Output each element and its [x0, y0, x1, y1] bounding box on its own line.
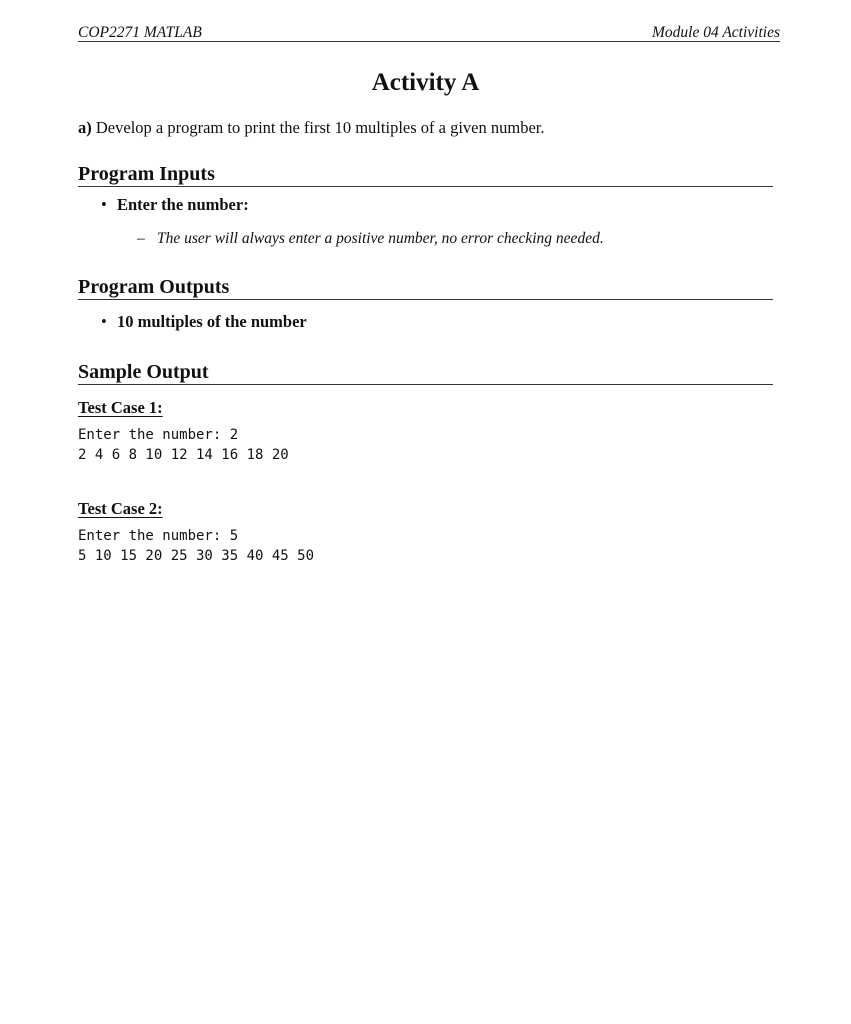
task-text: Develop a program to print the first 10 multiples of a given number.	[95, 118, 545, 137]
section-heading-sample: Sample Output	[78, 361, 773, 385]
outputs-bullet-text: 10 multiples of the number	[117, 312, 307, 331]
test-case-label: Test Case 2:	[78, 499, 163, 518]
page-title: Activity A	[371, 69, 480, 96]
section-heading-inputs: Program Inputs	[78, 163, 773, 187]
task-marker: a)	[78, 118, 92, 137]
inputs-bullet-text: Enter the number:	[117, 195, 249, 214]
section-heading-outputs: Program Outputs	[78, 276, 773, 300]
code-line: 5 10 15 20 25 30 35 40 45 50	[78, 548, 315, 564]
code-line: 2 4 6 8 10 12 14 16 18 20	[78, 447, 289, 463]
course-name: COP2271 MATLAB	[78, 24, 202, 41]
test-case-label: Test Case 1:	[78, 398, 163, 417]
inputs-sub-bullet	[137, 229, 604, 249]
inputs-sub-bullet-text: The user will always enter a positive number, no error checking needed.	[157, 230, 604, 247]
module-name: Module 04 Activities	[652, 24, 780, 41]
inputs-bullet	[101, 195, 249, 215]
running-header	[78, 24, 780, 42]
bullet-glyph: •	[101, 312, 107, 331]
code-line: Enter the number: 5	[78, 528, 239, 544]
code-line: Enter the number: 2	[78, 427, 239, 443]
bullet-glyph: •	[101, 195, 107, 214]
dash-glyph: –	[137, 230, 145, 247]
outputs-bullet	[101, 312, 307, 332]
task-statement	[78, 118, 545, 138]
